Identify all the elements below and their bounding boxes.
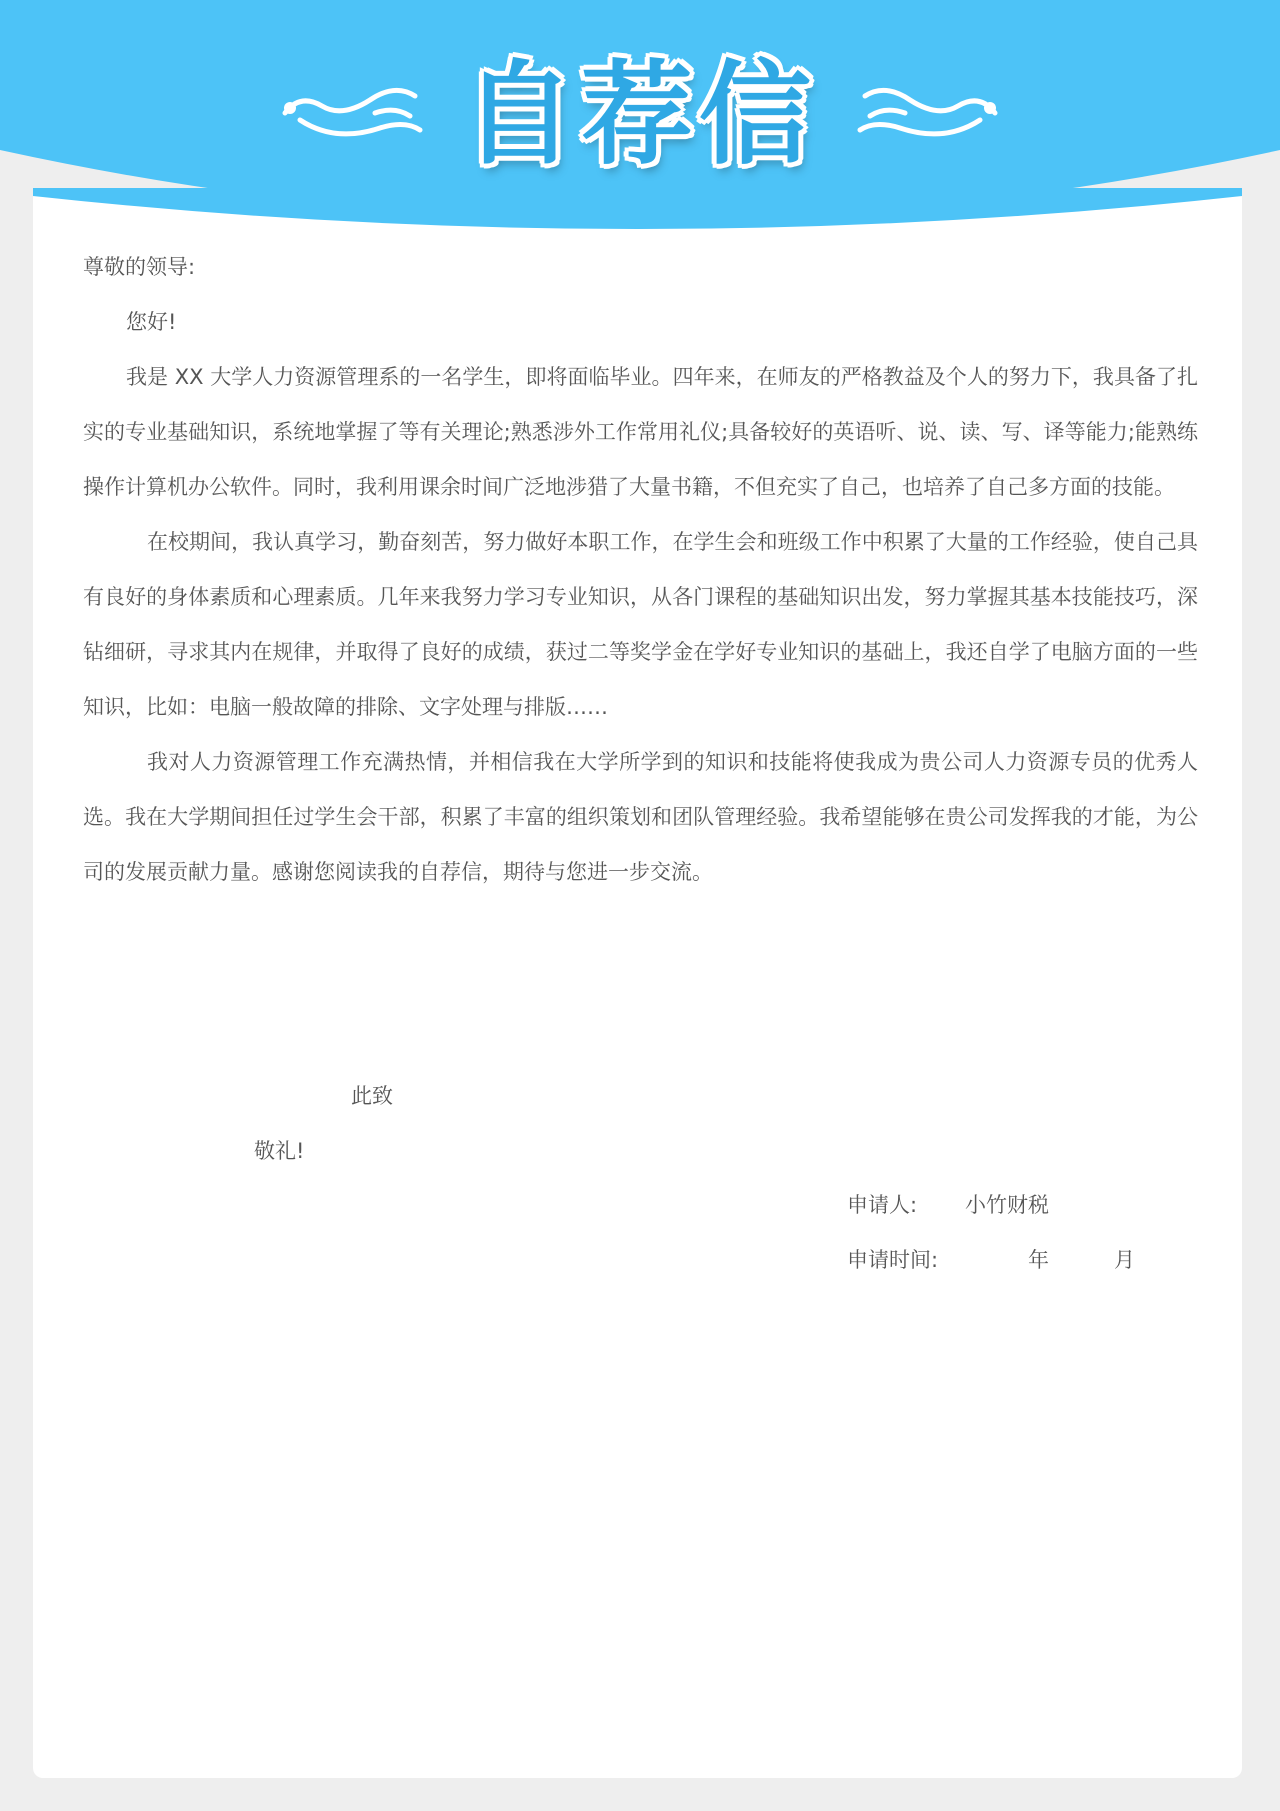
paragraph-1: 我是 XX 大学人力资源管理系的一名学生，即将面临毕业。四年来，在师友的严格教益及个人的努力下，我具备了扎实的专业基础知识，系统地掌握了等有关理论;熟悉涉外工作常用礼仪;具备较好的英语听、说、读、写、译等能力;能熟练操作计算机办公软件。同时，我利用课余时间广泛地涉猎了大量书籍，不但充实了自己，也培养了自己多方面的技能。 bbox=[83, 365, 1198, 499]
title-block bbox=[280, 38, 1000, 188]
applicant-name: 小竹财税 bbox=[965, 1193, 1049, 1217]
paragraph-3: 我对人力资源管理工作充满热情，并相信我在大学所学到的知识和技能将使我成为贵公司人力资源专员的优秀人选。我在大学期间担任过学生会干部，积累了丰富的组织策划和团队管理经验。我希望能够在贵公司发挥我的才能，为公司的发展贡献力量。感谢您阅读我的自荐信，期待与您进一步交流。 bbox=[83, 750, 1198, 884]
paragraph-2: 在校期间，我认真学习，勤奋刻苦，努力做好本职工作，在学生会和班级工作中积累了大量的工作经验，使自己具有良好的身体素质和心理素质。几年来我努力学习专业知识，从各门课程的基础知识出发，努力掌握其基本技能技巧，深钻细研，寻求其内在规律，并取得了良好的成绩，获过二等奖学金在学好专业知识的基础上，我还自学了电脑方面的一些知识，比如：电脑一般故障的排除、文字处理与排版…… bbox=[83, 530, 1198, 719]
year-label: 年 bbox=[1028, 1248, 1049, 1272]
salutation: 尊敬的领导: bbox=[83, 255, 196, 279]
letter-title: 自荐信 bbox=[463, 50, 817, 180]
closing-jing-li: 敬礼! bbox=[254, 1139, 305, 1163]
applicant-label: 申请人: bbox=[847, 1193, 918, 1217]
greeting: 您好! bbox=[126, 310, 177, 334]
closing-ci-zhi: 此致 bbox=[351, 1084, 393, 1108]
month-label: 月 bbox=[1114, 1248, 1135, 1272]
letter-body bbox=[83, 240, 1198, 900]
date-label: 申请时间: bbox=[847, 1248, 939, 1272]
